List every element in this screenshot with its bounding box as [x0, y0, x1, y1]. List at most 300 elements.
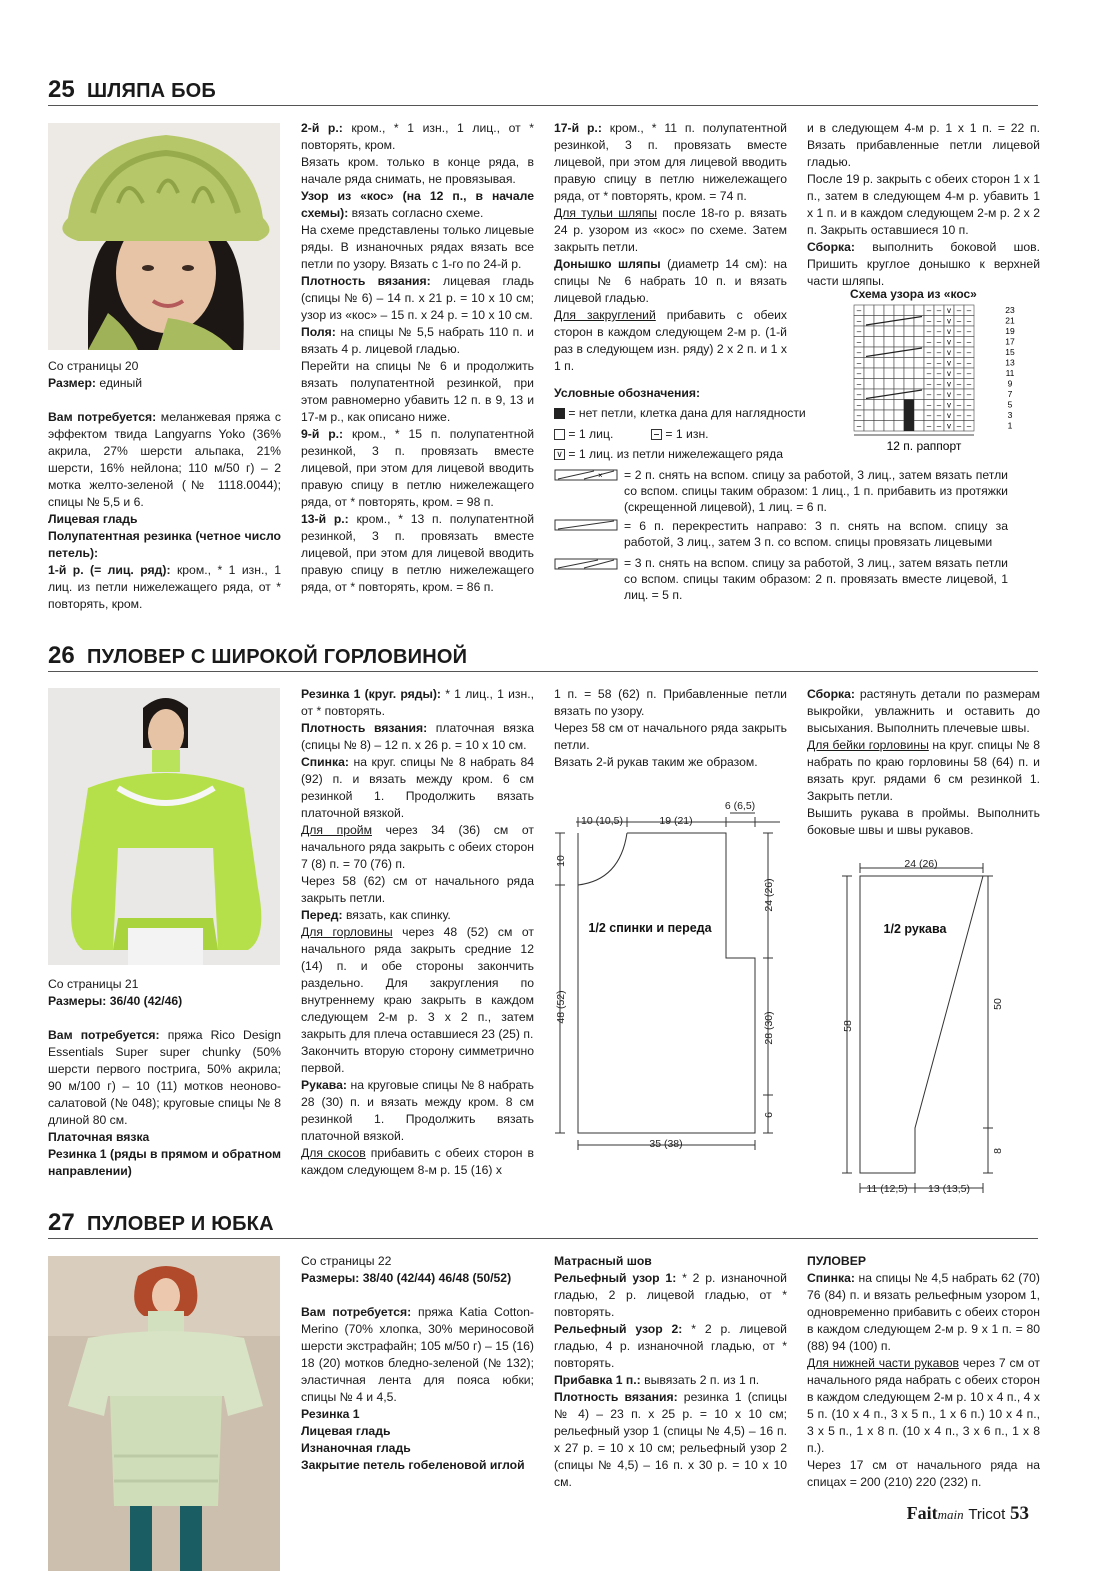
row-label: 1-й р. (= лиц. ряд): [48, 563, 171, 577]
dim-sleeve-bottom-left: 11 (12,5) [866, 1183, 908, 1195]
chart-row-number: 3 [1007, 410, 1013, 420]
source-page: Со страницы 22 [301, 1254, 392, 1268]
section-27-header [48, 1209, 1038, 1239]
chart-cell-symbol: – [926, 400, 932, 410]
gauge-label: Плотность вязания: [301, 274, 431, 288]
chart-cell-symbol: – [856, 400, 862, 410]
chart-cell-symbol: v [947, 379, 951, 389]
chart-cell-symbol: – [856, 390, 862, 399]
size-value: 38/40 (42/44) 46/48 (50/52) [359, 1271, 512, 1285]
chart-cell [884, 337, 894, 348]
size-value: 36/40 (42/46) [106, 994, 183, 1008]
chart-cell-symbol: – [966, 379, 972, 389]
section-number: 27 [48, 1209, 75, 1236]
instruction-text: Вязать кром. только в конце ряда, в начале ряда снимать, не провязывая. [301, 155, 534, 186]
chart-cell [864, 379, 874, 390]
chart-cell-symbol: v [947, 306, 951, 315]
legend-text: = 1 лиц. из петли нижележащего ряда [568, 447, 783, 461]
chart-cell [894, 421, 904, 432]
legend-cable-6: = 6 п. перекрестить направо: 3 п. снять на вспом. спицу за работой, 3 лиц., затем 3 п. со вспом. спицы провязать лицевыми [624, 519, 1008, 549]
stitch-name: Изнаночная гладь [301, 1441, 411, 1455]
chart-cell [894, 379, 904, 390]
chart-cell [874, 305, 884, 316]
part-heading: ПУЛОВЕР [807, 1254, 866, 1268]
row-label: 17-й р.: [554, 121, 602, 135]
bevel-label: Для скосов [301, 1146, 366, 1160]
chart-cell-symbol: – [956, 369, 962, 378]
chart-cell-symbol: – [926, 306, 932, 315]
sweater-photo [48, 688, 280, 965]
chart-cell [884, 400, 894, 411]
chart-cell-symbol: – [936, 411, 942, 420]
gauge-text: лицевая гладь (спицы № 6) – 14 п. x 21 р. = 10 x 10 см; узор из «кос» – 15 п. x 24 р. = 10 x 10 см. [301, 274, 534, 322]
legend-knit [554, 426, 613, 442]
chart-cell-symbol: – [956, 316, 962, 326]
chart-cell-symbol: – [856, 358, 862, 368]
row-text: кром., * 11 п. полупатентной резинкой, 3 п. провязать вместе лицевой, при этом для лицевой вводить правую спицу в петлю нижележащего ряда, от * повторять, кром. = 74 п. [554, 121, 787, 203]
chart-cell [894, 326, 904, 337]
materials-text: меланжевая пряжа с эффектом твида Langyarns Yoko (36% акрила, 27% шерсти альпака, 21% шерсти, 16% нейлона; 110 м/50 г) – 2 мотка желто-зеленой (№ 1118.0044); спицы № 5,5 и 6. [48, 410, 281, 509]
chart-cell-symbol: v [947, 369, 951, 378]
chart-cell [874, 368, 884, 379]
pattern-label: Рельефный узор 2: [554, 1322, 683, 1336]
legend-text: = нет петли, клетка дана для наглядности [568, 406, 806, 420]
chart-cell [874, 337, 884, 348]
instruction-text: Закончить вторую сторону симметрично первой. [301, 1044, 534, 1075]
chart-cell-symbol: – [956, 411, 962, 420]
instruction-text: Через 58 см от начального ряда закрыть петли. [554, 721, 787, 752]
size-label: Размеры: [48, 994, 107, 1008]
cable-chart [850, 303, 1030, 455]
section-number: 26 [48, 642, 75, 669]
front-label: Перед: [301, 908, 343, 922]
s26-column-4 [807, 686, 1040, 839]
chart-cell-symbol: – [856, 306, 862, 315]
chart-cell-symbol: – [966, 316, 972, 326]
magazine-brand-main: main [937, 1507, 964, 1522]
legend-no-stitch [554, 405, 806, 421]
back-text: на круг. спицы № 8 набрать 84 (92) п. и вязать между кром. 6 см резинкой 1. Продолжить вязать платочной вязкой. [301, 755, 534, 820]
chart-cell [894, 400, 904, 411]
chart-repeat-label: 12 п. раппорт [886, 439, 962, 453]
legend-text: = 1 изн. [665, 427, 709, 441]
row-text: кром., * 1 изн., 1 лиц. из петли нижележащего ряда, от * повторять, кром. [48, 563, 281, 611]
chart-cell [884, 379, 894, 390]
assembly-text: растянуть детали по размерам выкройки, увлажнить и оставить до высыхания. Выполнить плечевые швы. [807, 687, 1040, 735]
increase-text: вывязать 2 п. из 1 п. [640, 1373, 760, 1387]
chart-cell [884, 410, 894, 421]
rib-label: Резинка 1 (круг. ряды): [301, 687, 441, 701]
chart-no-stitch-cell [904, 400, 914, 411]
hat-photo [48, 123, 280, 350]
chart-row-number: 9 [1007, 378, 1013, 389]
legend-purl [651, 426, 709, 442]
source-page: Со страницы 20 [48, 359, 139, 373]
section-title: ШЛЯПА БОБ [87, 80, 216, 102]
chart-cell [864, 368, 874, 379]
materials-label: Вам потребуется: [48, 1028, 160, 1042]
pattern-piece-title: 1/2 рукава [883, 922, 947, 936]
chart-cell-symbol: – [926, 337, 932, 347]
instruction-text: Через 17 см от начального ряда на спицах = 200 (210) 220 (232) п. [807, 1458, 1040, 1489]
chart-cell-symbol: – [936, 379, 942, 389]
chart-cell [874, 347, 884, 358]
black-square-icon [554, 408, 565, 419]
stitch-name: Лицевая гладь [48, 512, 138, 526]
chart-cell-symbol: – [936, 400, 942, 410]
chart-cell-symbol: – [956, 337, 962, 347]
chart-cell [904, 316, 914, 327]
chart-cell-symbol: v [947, 358, 951, 368]
body-schematic [550, 795, 790, 1165]
chart-cell-symbol: v [947, 316, 951, 326]
chart-cell [914, 305, 924, 316]
chart-cell [914, 358, 924, 369]
row-text: кром., * 15 п. полупатентной резинкой, 3 п. провязать вместе лицевой, при этом для лицевой вводить правую спицу в петлю нижележащего ряда, от * повторять, кром. = 98 п. [301, 427, 534, 509]
pattern-piece-title: 1/2 спинки и переда [588, 921, 712, 935]
neckline-text: через 48 (52) см от начального ряда закрыть средние 12 (14) п. и обе стороны закончить раздельно. Для закругления по внутреннему краю закрыть в каждом следующем 2-м р. 3 x 2 п., затем закрыть для плеча оставшиеся 23 (25) п. [301, 925, 534, 1041]
chart-cell [884, 368, 894, 379]
chart-cell [874, 389, 884, 400]
bottom-text: (диаметр 14 см): на спицы № 6 набрать 10 п. и вязать лицевой гладью. [554, 257, 787, 305]
sweater-skirt-photo [48, 1256, 280, 1571]
chart-row-number: 5 [1007, 399, 1013, 410]
chart-cell [904, 347, 914, 358]
back-label: Спинка: [807, 1271, 855, 1285]
chart-cell-symbol: – [926, 379, 932, 389]
armhole-label: Для пройм [301, 823, 372, 837]
chart-cell-symbol: – [856, 327, 862, 336]
chart-cell-symbol: – [936, 390, 942, 399]
stitch-name: Закрытие петель гобеленовой иглой [301, 1458, 525, 1472]
s26-column-3 [554, 686, 787, 771]
chart-cell [884, 358, 894, 369]
row-text: кром., * 13 п. полупатентной резинкой, 3 п. провязать вместе лицевой, при этом для лицевой вводить правую спицу в петлю нижележащего ряда, от * повторять, кром. = 86 п. [301, 512, 534, 594]
chart-cell [894, 368, 904, 379]
chart-row-number: 7 [1007, 389, 1013, 399]
chart-cell-symbol: – [856, 316, 862, 326]
chart-cell [914, 410, 924, 421]
stitch-name: Резинка 1 [301, 1407, 360, 1421]
crown-text: после 18-го р. вязать 24 р. узором из «кос» по схеме. Затем закрыть петли. [554, 206, 787, 254]
chart-cell-symbol: – [936, 306, 942, 315]
dim-total-height: 48 (52) [555, 990, 567, 1024]
chart-cell [864, 305, 874, 316]
chart-cell-symbol: – [936, 369, 942, 378]
size-label: Размеры: [301, 1271, 360, 1285]
chart-no-stitch-cell [904, 410, 914, 421]
materials-text: пряжа Katia Cotton-Merino (70% хлопка, 30% мериносовой шерсти экстрафайн; 105 м/50 г) – 15 (16) 18 (20) мотков бледно-зеленой (№ 132); эластичная лента для пояса юбки; спицы № 4 и 4,5. [301, 1305, 534, 1404]
chart-cell [914, 337, 924, 348]
materials-label: Вам потребуется: [48, 410, 157, 424]
back-text: на спицы № 4,5 набрать 62 (70) 76 (84) п. и вязать рельефным узором 1, одновременно прибавить с обеих сторон в каждом следующем 2-м р. 9 x 1 п. = 80 (88) 94 (100) п. [807, 1271, 1040, 1353]
chart-cell [864, 337, 874, 348]
size-value: единый [95, 376, 143, 390]
row-label: 2-й р.: [301, 121, 343, 135]
bevel-text: прибавить с обеих сторон в каждом следующем 8-м р. 15 (16) x [301, 1146, 534, 1177]
chart-cell-symbol: v [947, 348, 951, 357]
chart-cell-symbol: – [966, 400, 972, 410]
chart-cell [904, 326, 914, 337]
chart-cell [874, 358, 884, 369]
gauge-label: Плотность вязания: [554, 1390, 678, 1404]
s27-column-4 [807, 1253, 1040, 1491]
chart-cell [894, 358, 904, 369]
instruction-text: Вязать 2-й рукав таким же образом. [554, 755, 758, 769]
chart-cell [874, 379, 884, 390]
chart-cell-symbol: – [956, 379, 962, 389]
materials-text: пряжа Rico Design Essentials Super super chunky (50% шерсти первого пострига, 50% акрила; 90 м/100 г) – 10 (11) мотков неоново-салатовой (№ 048); круговые спицы № 8 длиной 80 см. [48, 1028, 281, 1127]
chart-cell-symbol: – [856, 411, 862, 420]
dim-armhole-width: 6 (6,5) [724, 800, 756, 812]
chart-cell [914, 379, 924, 390]
gauge-text: платочная вязка (спицы № 8) – 12 п. x 26 р. = 10 x 10 см. [301, 721, 534, 752]
chart-cell-symbol: – [966, 358, 972, 368]
magazine-brand-tricot: Tricot [968, 1506, 1006, 1523]
chart-cell-symbol: – [966, 369, 972, 378]
chart-cell-symbol: – [936, 327, 942, 336]
legend-cable-2: = 2 п. снять на вспом. спицу за работой, 3 лиц., затем вязать петли со вспом. спицы таким образом: 1 лиц., 1 п. прибавить из протяжки (скрещенной лицевой), 1 лиц. = 6 п. [624, 468, 1008, 514]
chart-cell-symbol: – [926, 358, 932, 368]
s27-column-3 [554, 1253, 787, 1491]
section-26-header [48, 642, 1038, 672]
chart-cell-symbol: – [956, 400, 962, 410]
chart-cell-symbol: – [856, 337, 862, 347]
pattern-label: Узор из «кос» (на 12 п., в начале схемы): [301, 189, 534, 220]
dim-sleeve-bottom-right: 13 (13,5) [927, 1183, 971, 1195]
instruction-text: и в следующем 4-м р. 1 x 1 п. = 22 п. Вязать прибавленные петли лицевой гладью. [807, 121, 1040, 169]
chart-row-number: 1 [1007, 420, 1013, 431]
instruction-text: Вышить рукава в проймы. Выполнить боковые швы и швы рукавов. [807, 806, 1040, 837]
sleeve-lower-text: через 7 см от начального ряда набрать с обеих сторон в каждом следующем 2-м р. 10 x 4 п., 4 x 5 п. (10 x 4 п., 3 x 5 п., 1 x 6 п.) 10 x 4 п., 3 x 5 п., 1 x 8 п. (10 x 4 п., 3 x 6 п., 1 x 8 п.). [807, 1356, 1040, 1455]
page-number: 53 [1010, 1503, 1029, 1524]
svg-text:×: × [598, 471, 603, 480]
assembly-label: Сборка: [807, 240, 855, 254]
rounding-text: прибавить с обеих сторон в каждом следующем 2-м р. (1-й раз в следующем изн. ряду) 2 x 2 п. и 1 x 1 п. [554, 308, 787, 373]
instruction-text: 1 п. = 58 (62) п. Прибавленные петли вязать по узору. [554, 687, 787, 718]
chart-cell [904, 358, 914, 369]
instruction-text: На схеме представлены только лицевые ряды. В изнаночных рядах вязать все петли по узору. Вязать с 1-го по 24-й р. [301, 223, 534, 271]
dim-shoulder: 19 (21) [659, 815, 693, 827]
s25-column-3 [554, 120, 787, 375]
chart-cell-symbol: – [966, 411, 972, 420]
dim-rib-height: 6 [763, 1112, 775, 1118]
dim-neck-depth: 10 [555, 855, 567, 867]
legend-text: = 1 лиц. [568, 427, 614, 441]
dim-width: 35 (38) [649, 1138, 683, 1150]
chart-cell-symbol: – [956, 358, 962, 368]
chart-cell [874, 400, 884, 411]
section-title: ПУЛОВЕР И ЮБКА [87, 1213, 274, 1235]
neckband-text: на круг. спицы № 8 набрать по краю горловины 58 (64) п. и вязать круг. рядами 6 см резинкой 1. Закрыть петли. [807, 738, 1040, 803]
chart-cell [884, 326, 894, 337]
woman-sweater-and-skirt-photo [48, 1256, 280, 1571]
pattern-label: Рельефный узор 1: [554, 1271, 677, 1285]
chart-cell [864, 326, 874, 337]
materials-label: Вам потребуется: [301, 1305, 412, 1319]
v-square-icon: ∨ [554, 449, 565, 460]
cable-6-symbol-icon [555, 520, 617, 530]
front-text: вязать, как спинку. [342, 908, 451, 922]
chart-cell-symbol: – [956, 327, 962, 336]
instruction-text: После 19 р. закрыть с обеих сторон 1 x 1 п., затем в следующем 4-м р. убавить 1 x 1 п. и в каждом следующем 2-м р. 2 x 2 п. Закрыть оставшиеся 10 п. [807, 172, 1040, 237]
chart-row-number: 11 [1005, 368, 1015, 378]
neckband-label: Для бейки горловины [807, 738, 929, 752]
chart-cell [904, 337, 914, 348]
chart-cell-symbol: – [856, 421, 862, 431]
chart-cell-symbol: – [936, 337, 942, 347]
stitch-name: Резинка 1 (ряды в прямом и обратном направлении) [48, 1147, 281, 1178]
instruction-text: Перейти на спицы № 6 и продолжить вязать полупатентной резинкой, при этом равномерно убавить 12 п. в 9, 13 и 17-м р., как описано ниже. [301, 359, 534, 424]
section-title: ПУЛОВЕР С ШИРОКОЙ ГОРЛОВИНОЙ [87, 646, 468, 668]
brim-text: на спицы № 5,5 набрать 110 п. и вязать 4 р. лицевой гладью. [301, 325, 534, 356]
dim-neck-width: 10 (10,5) [580, 815, 624, 827]
s27-column-2 [301, 1253, 534, 1474]
chart-row-number: 15 [1005, 347, 1015, 357]
chart-cell-symbol: – [956, 348, 962, 357]
dash-square-icon [651, 429, 662, 440]
seam-name: Матрасный шов [554, 1254, 652, 1268]
dim-sleeve-taper: 50 [992, 998, 1004, 1010]
chart-cell-symbol: – [856, 369, 862, 378]
gauge-text: резинка 1 (спицы № 4) – 23 п. x 25 р. = 10 x 10 см; рельефный узор 1 (спицы № 4,5) – 16 п. x 27 р. = 10 x 10 см; рельефный узор 2 (спицы № 4,5) – 16 п. x 30 р. = 10 x 10 см. [554, 1390, 787, 1489]
chart-cell [874, 326, 884, 337]
woman-green-sweater-photo [48, 688, 280, 965]
cable-3-symbol-icon [555, 559, 617, 569]
chart-cell-symbol: – [926, 348, 932, 357]
brim-label: Поля: [301, 325, 336, 339]
chart-cell-symbol: – [926, 390, 932, 399]
chart-cell [904, 379, 914, 390]
assembly-text: выполнить боковой шов. Пришить круглое донышко к верхней части шляпы. [807, 240, 1040, 288]
s25-column-4 [807, 120, 1040, 290]
chart-cell-symbol: – [856, 379, 862, 389]
chart-row-number: 21 [1005, 315, 1015, 326]
s26-column-1 [48, 976, 281, 1180]
chart-cell [904, 368, 914, 379]
chart-cell-symbol: – [926, 421, 932, 431]
chart-cell-symbol: – [936, 358, 942, 368]
section-number: 25 [48, 76, 75, 103]
legend-title: Условные обозначения: [554, 386, 701, 400]
pattern-text: * 2 р. изнаночной гладью, 2 р. лицевой гладью, от * повторять. [554, 1271, 787, 1319]
chart-cell-symbol: – [956, 421, 962, 431]
s25-column-2 [301, 120, 534, 596]
chart-cell [894, 410, 904, 421]
dim-sleeve-length: 58 [842, 1020, 854, 1032]
chart-cell-symbol: v [947, 327, 951, 336]
chart-cell [914, 400, 924, 411]
chart-cell-symbol: – [926, 327, 932, 336]
chart-row-number: 19 [1005, 326, 1015, 336]
chart-cell-symbol: – [926, 369, 932, 378]
stitch-name: Лицевая гладь [301, 1424, 391, 1438]
chart-cell [864, 421, 874, 432]
chart-cell [914, 421, 924, 432]
row-label: 9-й р.: [301, 427, 344, 441]
chart-cell [894, 337, 904, 348]
chart-cell-symbol: – [966, 390, 972, 399]
dim-side-height: 28 (30) [763, 1011, 775, 1045]
chart-cell [914, 368, 924, 379]
stitch-name: Полупатентная резинка (четное число петель): [48, 529, 281, 560]
chart-cell-symbol: – [856, 348, 862, 357]
rounding-label: Для закруглений [554, 308, 656, 322]
pattern-text: * 2 р. лицевой гладью, 4 р. изнаночной гладью, от * повторять. [554, 1322, 787, 1370]
chart-cell [864, 358, 874, 369]
chart-cell-symbol: – [936, 316, 942, 326]
magazine-brand: Fait [906, 1503, 938, 1523]
s25-column-1 [48, 358, 281, 613]
source-page: Со страницы 21 [48, 977, 139, 991]
s26-column-2 [301, 686, 534, 1179]
pattern-text: вязать согласно схеме. [348, 206, 484, 220]
chart-cell-symbol: – [936, 348, 942, 357]
chart-row-number: 23 [1005, 305, 1015, 315]
rib-text: * 1 лиц., 1 изн., от * повторять. [301, 687, 534, 718]
cable-symbols [554, 468, 620, 578]
chart-cell-symbol: – [926, 316, 932, 326]
chart-cell-symbol: v [947, 411, 951, 420]
chart-cell-symbol: – [926, 411, 932, 420]
chart-cell-symbol: – [966, 306, 972, 315]
neckline-label: Для горловины [301, 925, 393, 939]
sleeves-text: на круговые спицы № 8 набрать 28 (30) п. и вязать между кром. 8 см резинкой 1. Продолжить вязать платочной вязкой. [301, 1078, 534, 1143]
chart-cell [884, 305, 894, 316]
chart-cell [904, 305, 914, 316]
chart-cell-symbol: v [947, 390, 951, 399]
row-text: кром., * 1 изн., 1 лиц., от * повторять, кром. [301, 121, 534, 152]
dim-sleeve-top: 24 (26) [904, 858, 938, 870]
chart-cell [914, 326, 924, 337]
crown-label: Для тульи шляпы [554, 206, 658, 220]
gauge-label: Плотность вязания: [301, 721, 428, 735]
chart-cell-symbol: – [956, 390, 962, 399]
dim-cuff: 8 [992, 1148, 1004, 1154]
chart-cell [884, 421, 894, 432]
chart-cell-symbol: v [947, 337, 951, 347]
sleeve-schematic [835, 848, 1025, 1198]
assembly-label: Сборка: [807, 687, 855, 701]
legend-cable-3: = 3 п. снять на вспом. спицу за работой, 3 лиц., затем вязать петли со вспом. спицы таким образом: 2 п. провязать вместе лицевой, 1 лиц. = 5 п. [624, 556, 1008, 602]
chart-cell [904, 389, 914, 400]
chart-cell [894, 305, 904, 316]
chart-cell-symbol: v [947, 400, 951, 410]
chart-cell-symbol: – [966, 337, 972, 347]
empty-square-icon [554, 429, 565, 440]
chart-cell [874, 316, 884, 327]
page-footer [907, 1503, 1029, 1525]
chart-row-number: 17 [1005, 336, 1015, 347]
chart-cell [874, 421, 884, 432]
chart-cell-symbol: – [936, 421, 942, 431]
back-label: Спинка: [301, 755, 349, 769]
chart-row-number: 13 [1005, 357, 1015, 368]
chart-cell-symbol: – [966, 348, 972, 357]
legend-knit-below [554, 446, 783, 462]
woman-green-bucket-hat-photo [48, 123, 280, 350]
sleeve-lower-label: Для нижней части рукавов [807, 1356, 960, 1370]
armhole-text: через 34 (36) см от начального ряда закрыть с обеих сторон 7 (8) п. = 70 (76) п. [301, 823, 534, 871]
chart-cell [864, 400, 874, 411]
chart-cell [864, 410, 874, 421]
dim-armhole-height: 24 (26) [763, 878, 775, 912]
stitch-name: Платочная вязка [48, 1130, 150, 1144]
size-label: Размер: [48, 376, 96, 390]
chart-cell-symbol: – [956, 306, 962, 315]
chart-cell-symbol: v [947, 421, 951, 431]
chart-no-stitch-cell [904, 421, 914, 432]
